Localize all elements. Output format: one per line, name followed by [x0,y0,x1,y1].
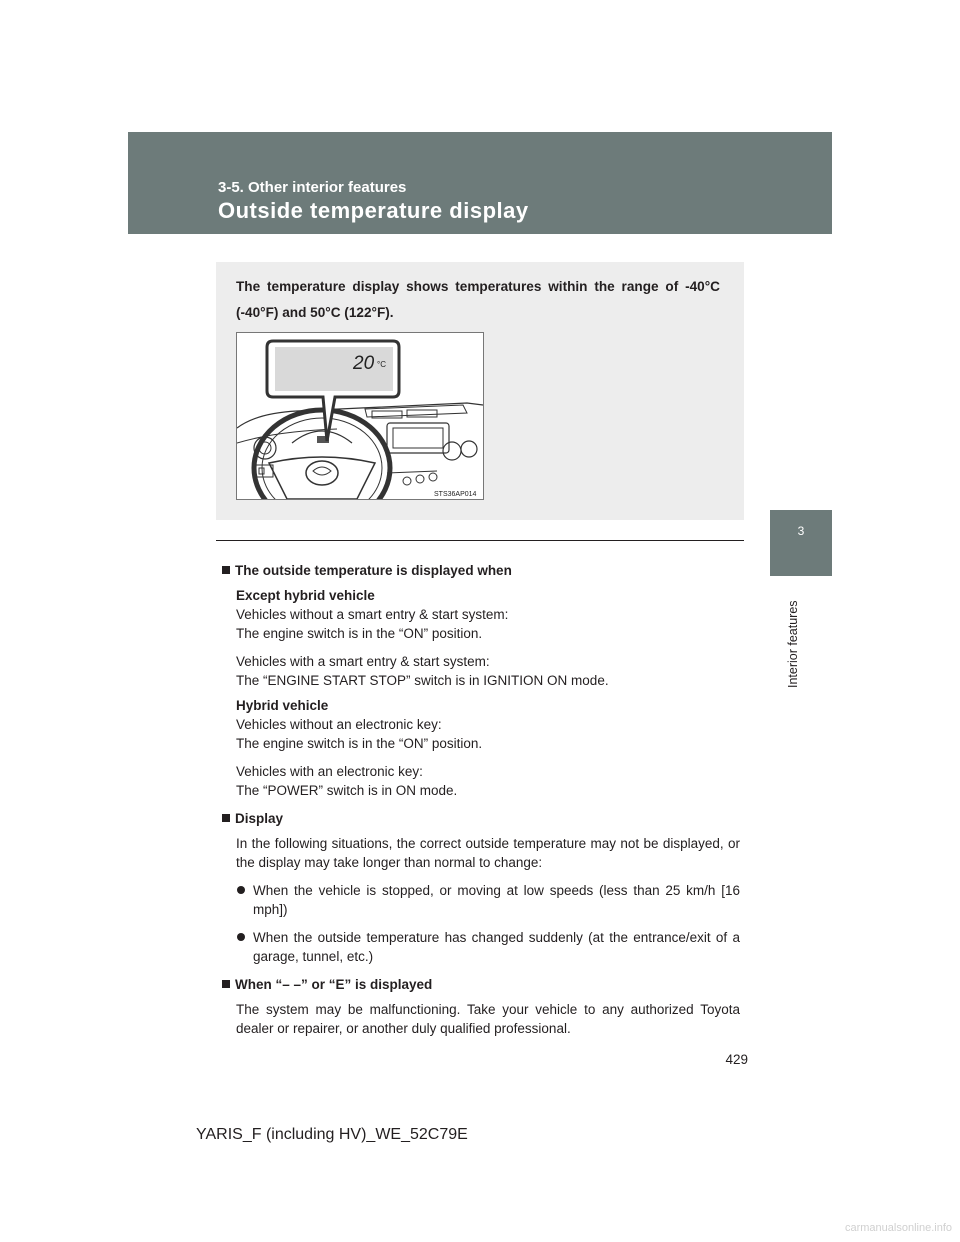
subheading-hybrid: Hybrid vehicle [236,698,329,713]
display-temperature: 20 [353,353,375,374]
page-number: 429 [725,1052,748,1067]
note-line: Vehicles with an electronic key: [236,764,423,779]
note-heading-display: Display [220,809,740,828]
chapter-tab [770,510,832,576]
note-line: The “ENGINE START STOP” switch is in IGNITION ON mode. [236,673,609,688]
watermark: carmanualsonline.info [844,1222,952,1234]
page-title: Outside temperature display [218,198,529,223]
note-line: The engine switch is in the “ON” position. [236,626,483,641]
footer-code: YARIS_F (including HV)_WE_52C79E [196,1126,468,1143]
dashboard-illustration [236,332,484,500]
section-label: 3-5. Other interior features [218,179,407,196]
note-paragraph: The system may be malfunctioning. Take your vehicle to any authorized Toyota dealer or repairer, or another duly qualified professional. [236,1002,740,1036]
note-heading-displayed-when: The outside temperature is displayed when [220,561,740,580]
chapter-number: 3 [797,524,805,538]
chapter-label [782,588,802,698]
note-line: Vehicles without a smart entry & start system: [236,607,509,622]
note-heading-dash-or-e: When “– –” or “E” is displayed [220,975,740,994]
note-line: The engine switch is in the “ON” position. [236,736,483,751]
list-item: When the vehicle is stopped, or moving at low speeds (less than 25 km/h [16 mph]) [220,881,740,919]
list-item: When the outside temperature has changed suddenly (at the entrance/exit of a garage, tunnel, etc.) [220,928,740,966]
divider-rule [216,540,744,541]
note-paragraph: In the following situations, the correct outside temperature may not be displayed, or the display may take longer than normal to change: [236,836,740,870]
note-line: Vehicles with a smart entry & start system: [236,654,490,669]
display-unit: °C [377,360,386,369]
illustration-code: STS36AP014 [434,491,477,498]
intro-text: The temperature display shows temperatures within the range of -40°C (-40°F) and 50°C (122°F). [236,279,720,320]
chapter-label-text: Interior features [786,600,800,688]
subheading-except-hybrid: Except hybrid vehicle [236,588,375,603]
dashboard-drawing [237,333,483,499]
note-line: The “POWER” switch is in ON mode. [236,783,458,798]
notes-body [220,561,740,1038]
note-line: Vehicles without an electronic key: [236,717,442,732]
